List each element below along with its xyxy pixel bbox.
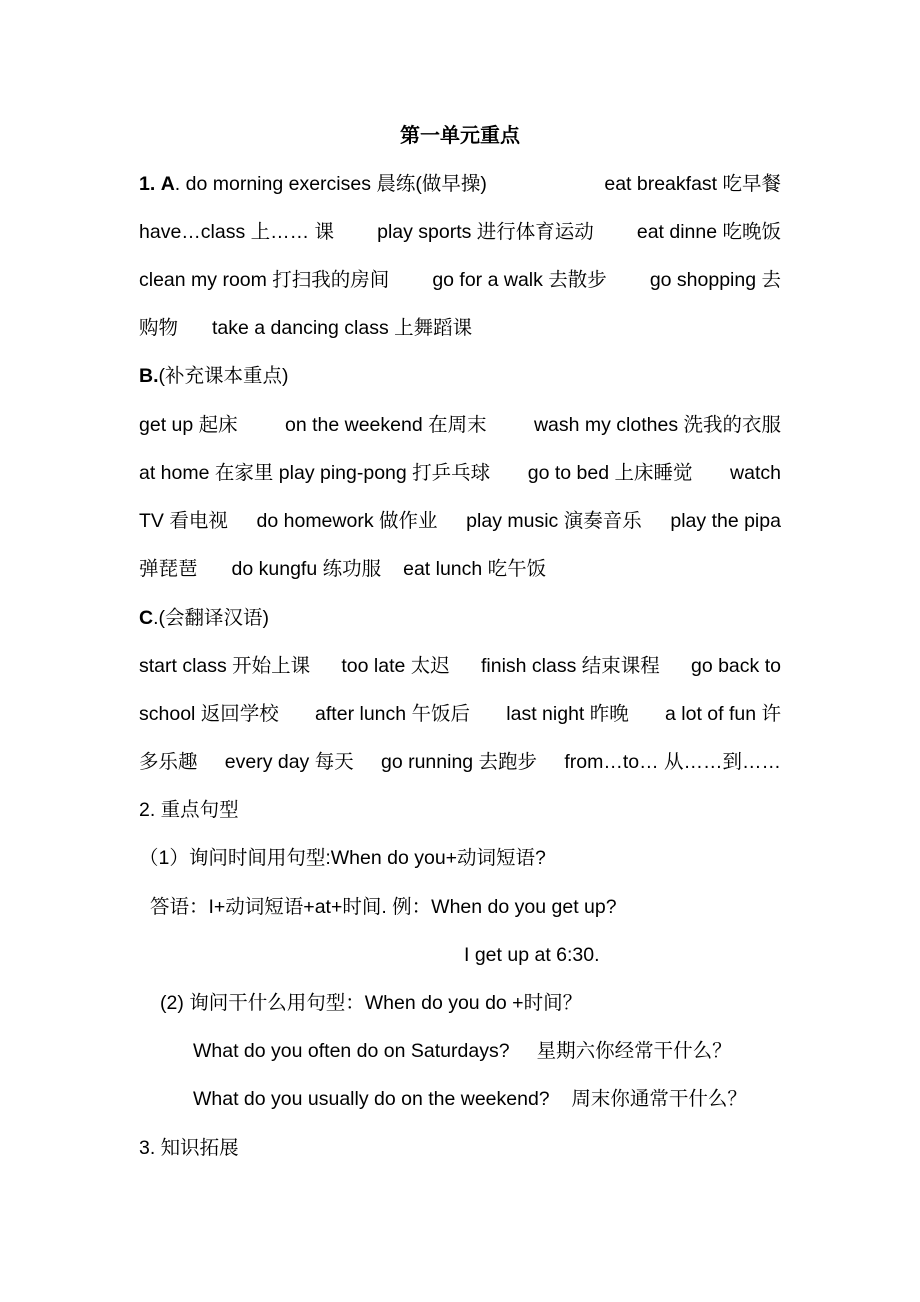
vocab-item: from…to… 从……到…… xyxy=(564,751,781,773)
vocab-item: do morning exercises 晨练(做早操) xyxy=(185,173,487,195)
section-2-heading: 2. 重点句型 xyxy=(139,799,239,821)
section-a-label: A xyxy=(160,173,175,195)
section-3-heading: 3. 知识拓展 xyxy=(139,1137,239,1159)
vocab-item: start class 开始上课 xyxy=(139,655,311,677)
vocab-item: clean my room 打扫我的房间 xyxy=(139,269,390,291)
vocab-item: go back to xyxy=(690,655,781,677)
section-b-line-4 xyxy=(139,554,781,584)
vocab-item: do kungfu 练功服 xyxy=(231,558,382,580)
vocab-item: finish class 结束课程 xyxy=(480,655,660,677)
vocab-item: play music 演奏音乐 xyxy=(466,510,642,532)
vocab-item: at home 在家里 play ping-pong 打乒乓球 xyxy=(139,462,491,484)
section-a-number: 1. xyxy=(139,173,156,195)
vocab-item: do homework 做作业 xyxy=(256,510,438,532)
vocab-item: have…class 上…… 课 xyxy=(139,221,335,243)
vocab-item: a lot of fun 许 xyxy=(665,703,781,725)
section-c-label: C xyxy=(139,607,154,629)
vocab-item: too late 太迟 xyxy=(341,655,450,677)
section-b-heading xyxy=(139,361,781,391)
vocab-item: wash my clothes 洗我的衣服 xyxy=(533,414,781,436)
section-a-line-4 xyxy=(139,313,781,343)
section-b-line-1 xyxy=(139,410,781,440)
section-c-line-1 xyxy=(139,651,781,681)
page-title: 第一单元重点 xyxy=(400,125,520,147)
section-a-line-3 xyxy=(139,265,781,295)
vocab-item: eat lunch 吃午饭 xyxy=(403,558,547,580)
vocab-item: play sports 进行体育运动 xyxy=(377,221,594,243)
section-b-note: (补充课本重点) xyxy=(158,365,289,387)
vocab-item: on the weekend 在周末 xyxy=(284,414,487,436)
section-b-line-3 xyxy=(139,506,781,536)
vocab-item: school 返回学校 xyxy=(139,703,279,725)
vocab-item: TV 看电视 xyxy=(139,510,228,532)
vocab-item: go for a walk 去散步 xyxy=(432,269,607,291)
answer-example: I get up at 6:30. xyxy=(464,944,600,966)
vocab-item: go running 去跑步 xyxy=(380,751,538,773)
section-b-line-2 xyxy=(139,458,781,488)
vocab-item: eat breakfast 吃早餐 xyxy=(604,173,781,195)
vocab-item: after lunch 午饭后 xyxy=(315,703,471,725)
section-a-line-2 xyxy=(139,217,781,247)
example-sentence-2: What do you usually do on the weekend? 周末你通常干什么？ xyxy=(193,1088,747,1110)
vocab-item: every day 每天 xyxy=(224,751,354,773)
section-c-heading xyxy=(139,603,781,633)
vocab-item: go shopping 去 xyxy=(649,269,781,291)
vocab-item: watch xyxy=(730,462,781,484)
sentence-pattern-1: （1）询问时间用句型:When do you+动词短语? xyxy=(139,847,546,869)
vocab-item: eat dinne 吃晚饭 xyxy=(636,221,781,243)
vocab-item: 多乐趣 xyxy=(139,751,198,773)
vocab-item: take a dancing class 上舞蹈课 xyxy=(212,317,473,339)
example-sentence-1: What do you often do on Saturdays? 星期六你经常干什么？ xyxy=(193,1040,732,1062)
section-a-line-1: 1. A. do morning exercises 晨练(做早操) eat breakfast 吃早餐 xyxy=(139,169,781,199)
section-c-line-3 xyxy=(139,747,781,777)
sentence-pattern-2: (2) 询问干什么用句型：When do you do +时间？ xyxy=(160,992,583,1014)
section-c-note: .(会翻译汉语) xyxy=(153,607,269,629)
section-b-label: B. xyxy=(139,365,159,387)
vocab-item: play the pipa xyxy=(670,510,781,532)
vocab-item: last night 昨晚 xyxy=(506,703,629,725)
vocab-item: go to bed 上床睡觉 xyxy=(527,462,693,484)
section-c-line-2 xyxy=(139,699,781,729)
vocab-item: 购物 xyxy=(139,317,179,339)
vocab-item: get up 起床 xyxy=(139,414,238,436)
vocab-item: 弹琵琶 xyxy=(139,558,198,580)
answer-pattern-1: 答语：I+动词短语+at+时间. 例：When do you get up? xyxy=(150,896,617,918)
